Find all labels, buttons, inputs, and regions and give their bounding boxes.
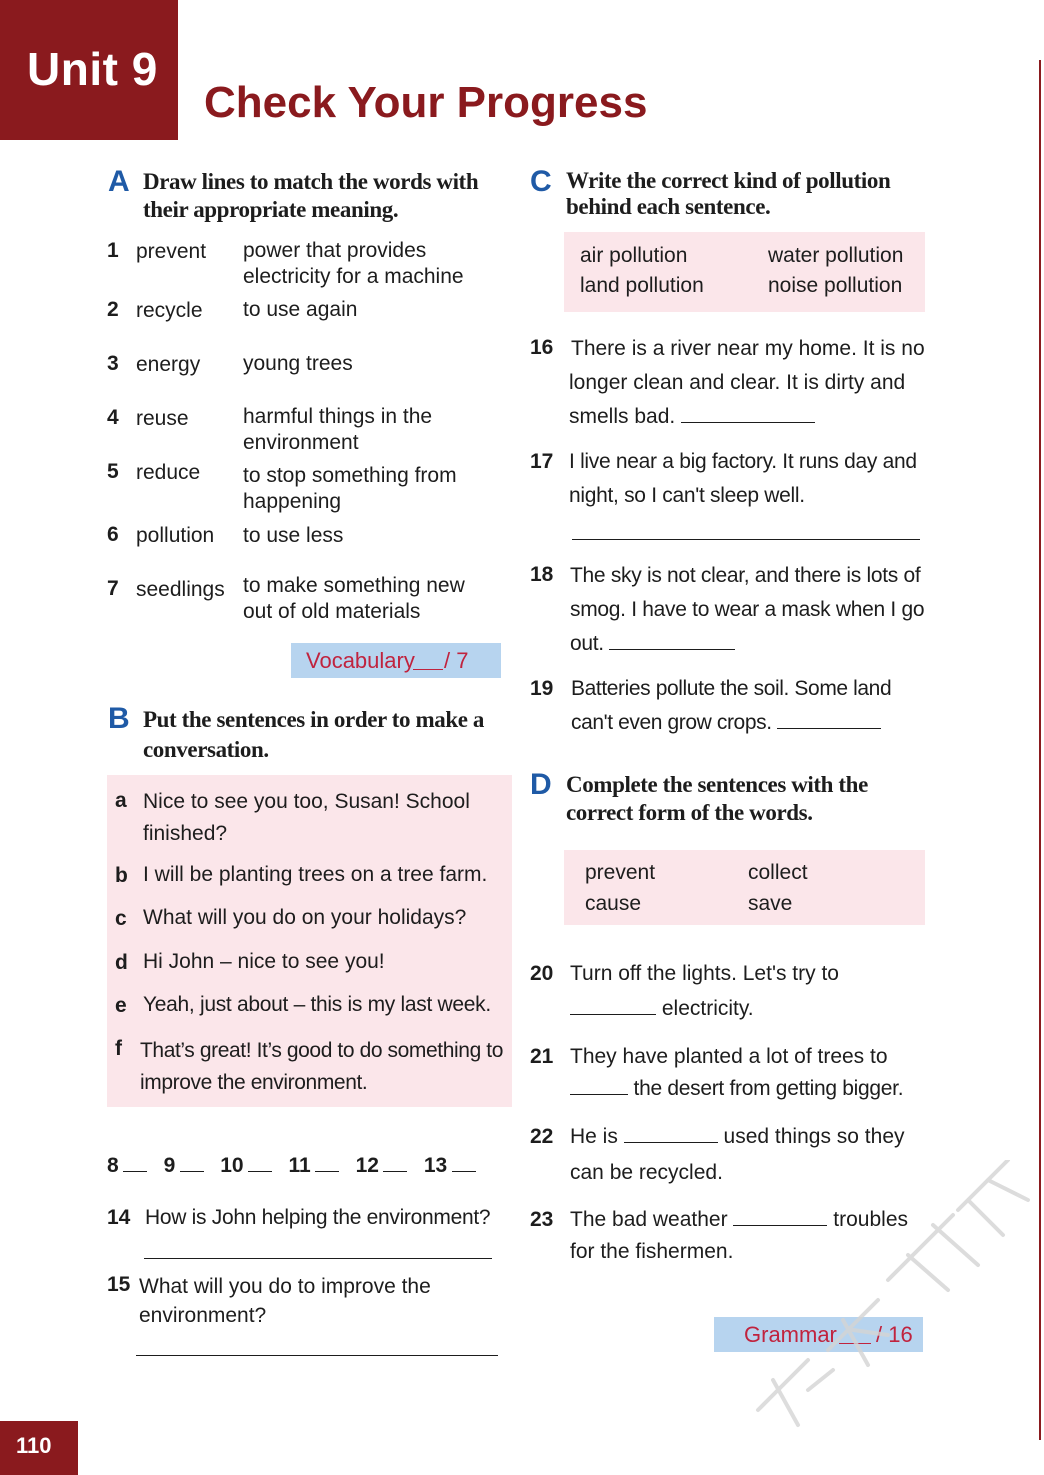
match-word[interactable]: seedlings (136, 578, 225, 601)
question-number: 20 (530, 962, 554, 985)
item-number: 7 (107, 577, 119, 600)
order-number: 10 (220, 1154, 244, 1177)
answer-blank[interactable] (570, 1076, 628, 1095)
item-number: 3 (107, 352, 119, 375)
order-answers (107, 1153, 476, 1178)
match-meaning[interactable]: harmful things in the environment (243, 405, 433, 454)
conversation-line: Nice to see you too, Susan! School finished? (143, 790, 470, 845)
conversation-line: Hi John – nice to see you! (143, 950, 385, 973)
unit-badge (0, 0, 178, 140)
question-number: 19 (530, 677, 554, 700)
match-meaning[interactable]: to make something new out of old materials (243, 574, 465, 623)
match-word[interactable]: prevent (136, 240, 207, 263)
line-letter: a (115, 789, 127, 812)
section-a-instruction: Draw lines to match the words with their appropriate meaning. (143, 169, 479, 222)
question-number: 17 (530, 450, 554, 473)
section-b-letter: B (108, 702, 130, 735)
question-sentence: can be recycled. (570, 1161, 723, 1184)
match-meaning[interactable]: young trees (243, 352, 353, 375)
question-number: 14 (107, 1206, 131, 1229)
order-number: 11 (288, 1154, 311, 1177)
word-option: collect (748, 861, 808, 884)
question-text (569, 332, 927, 434)
page-number: 110 (16, 1433, 52, 1458)
order-number: 9 (163, 1154, 176, 1177)
score-total: / 16 (876, 1322, 913, 1347)
line-letter: b (115, 864, 128, 887)
word-option: prevent (585, 861, 656, 884)
order-blank[interactable] (315, 1153, 339, 1172)
word-option: water pollution (768, 244, 904, 267)
question-number: 16 (530, 336, 554, 359)
answer-line[interactable] (572, 539, 920, 540)
order-number: 12 (355, 1154, 379, 1177)
order-blank[interactable] (248, 1153, 272, 1172)
answer-blank[interactable] (624, 1124, 718, 1143)
match-meaning[interactable]: power that provides electricity for a machine (243, 239, 464, 288)
answer-line[interactable] (136, 1355, 498, 1356)
question-number: 21 (530, 1045, 554, 1068)
word-option: save (748, 892, 793, 915)
line-letter: f (115, 1037, 122, 1060)
question-sentence: for the fishermen. (570, 1240, 734, 1263)
conversation-line: I will be planting trees on a tree farm. (143, 863, 488, 886)
question-number: 22 (530, 1125, 554, 1148)
question-sentence: He is (570, 1125, 618, 1148)
conversation-line: Yeah, just about – this is my last week. (143, 993, 491, 1016)
section-d-instruction: Complete the sentences with the correct form of the words. (566, 772, 868, 825)
section-b-instruction: Put the sentences in order to make a conversation. (143, 707, 484, 762)
question-sentence: electricity. (661, 997, 754, 1020)
question-sentence: the desert from getting bigger. (633, 1077, 904, 1100)
question-text (570, 996, 754, 1022)
word-option: noise pollution (768, 274, 903, 297)
match-word[interactable]: reuse (136, 407, 189, 430)
question-sentence: The sky is not clear, and there is lots of smog. I have to wear a mask when I go out. (570, 564, 925, 655)
match-word[interactable]: recycle (136, 299, 203, 322)
item-number: 1 (107, 239, 119, 262)
item-number: 4 (107, 406, 119, 429)
section-a-letter: A (108, 165, 130, 198)
match-meaning[interactable]: to stop something from happening (243, 464, 457, 513)
match-word[interactable]: reduce (136, 461, 201, 484)
order-number: 8 (107, 1154, 119, 1177)
question-sentence: The bad weather (570, 1208, 728, 1231)
word-option: land pollution (580, 274, 704, 297)
question-number: 18 (530, 563, 554, 586)
conversation-line: What will you do on your holidays? (143, 906, 467, 929)
match-meaning[interactable]: to use again (243, 298, 358, 321)
match-word[interactable]: energy (136, 353, 201, 376)
question-sentence: used things so they (723, 1125, 905, 1148)
question-text: How is John helping the environment? (145, 1206, 491, 1229)
pollution-word-box (564, 232, 925, 312)
verb-word-box (564, 850, 925, 925)
answer-blank[interactable] (570, 996, 656, 1015)
answer-blank[interactable] (777, 710, 881, 729)
line-letter: d (115, 951, 128, 974)
order-blank[interactable] (180, 1153, 204, 1172)
question-sentence: Turn off the lights. Let's try to (570, 962, 839, 985)
unit-label: Unit 9 (27, 43, 158, 95)
item-number: 2 (107, 298, 119, 321)
score-total: / 7 (444, 648, 469, 673)
order-blank[interactable] (123, 1153, 147, 1172)
order-blank[interactable] (452, 1153, 476, 1172)
question-text: What will you do to improve the environment? (139, 1275, 431, 1327)
score-label: Grammar (744, 1322, 837, 1347)
word-option: air pollution (580, 244, 688, 267)
order-number: 13 (423, 1154, 448, 1177)
conversation-line: That’s great! It’s good to do something to improve the environment. (140, 1039, 503, 1094)
page-title: Check Your Progress (204, 78, 648, 127)
answer-blank[interactable] (609, 631, 735, 650)
question-number: 23 (530, 1208, 554, 1231)
item-number: 6 (107, 523, 119, 546)
section-c-instruction: Write the correct kind of pollution behind each sentence. (566, 168, 891, 219)
question-sentence: There is a river near my home. It is no longer clean and clear. It is dirty and smells bad. (569, 337, 925, 428)
section-c-letter: C (530, 165, 552, 198)
item-number: 5 (107, 460, 119, 483)
line-letter: e (115, 994, 127, 1017)
question-sentence: troubles (833, 1208, 909, 1231)
question-text (571, 672, 911, 740)
question-sentence: They have planted a lot of trees to (570, 1045, 888, 1068)
question-text (570, 1124, 905, 1150)
section-d-letter: D (530, 768, 552, 801)
page-number-badge (0, 1421, 78, 1475)
answer-blank[interactable] (681, 404, 815, 423)
question-number: 15 (107, 1273, 131, 1296)
question-sentence: I live near a big factory. It runs day and night, so I can't sleep well. (569, 450, 917, 507)
score-blank[interactable] (413, 669, 443, 670)
word-option: cause (585, 892, 642, 915)
vocabulary-score-box (291, 643, 501, 678)
question-text (570, 1076, 903, 1102)
question-sentence: Batteries pollute the soil. Some land can't even grow crops. (571, 677, 892, 734)
answer-line[interactable] (144, 1258, 492, 1259)
question-text (570, 559, 928, 661)
page-edge-rule (1039, 60, 1041, 1440)
order-blank[interactable] (383, 1153, 407, 1172)
match-word[interactable]: pollution (136, 524, 215, 547)
score-label: Vocabulary (306, 648, 415, 673)
match-meaning[interactable]: to use less (243, 524, 344, 547)
publisher-watermark (738, 1160, 1038, 1460)
line-letter: c (115, 907, 127, 930)
